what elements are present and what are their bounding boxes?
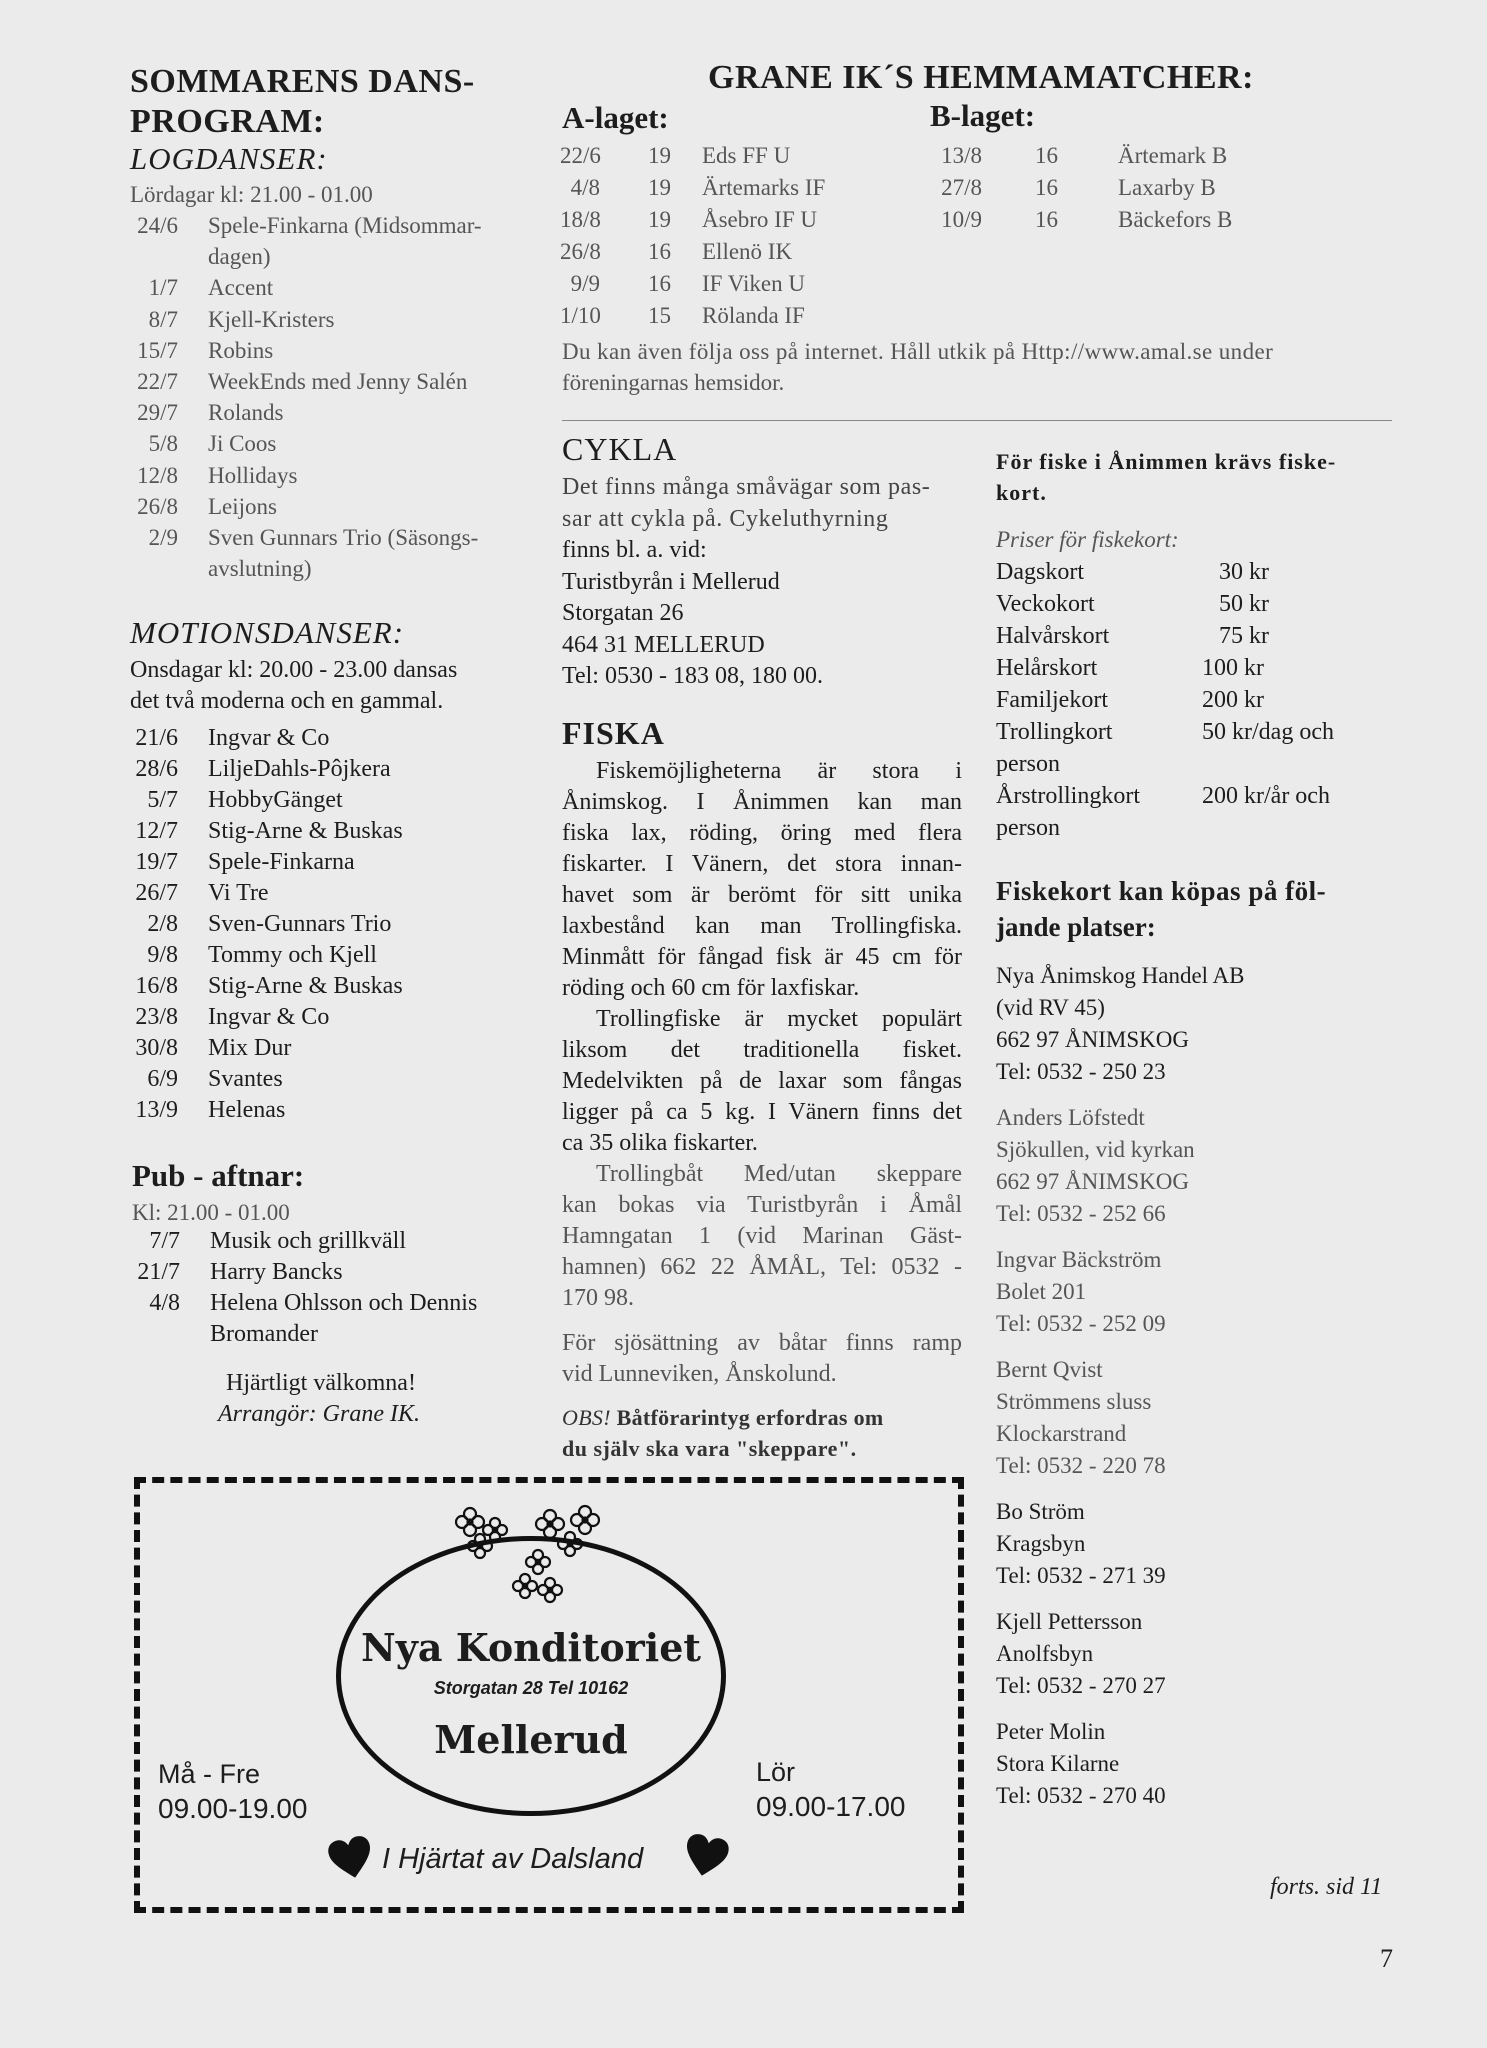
fiska-line: Minmått för fångad fisk är 45 cm för	[562, 944, 962, 970]
list-name: Accent	[208, 275, 274, 301]
match-time: 19	[648, 175, 671, 200]
fiska-line: Hamngatan 1 (vid Marinan Gäst-	[562, 1223, 962, 1249]
match-date: 1/10	[560, 303, 601, 328]
cykla-line: 464 31 MELLERUD	[562, 631, 765, 658]
match-team: Laxarby B	[1118, 175, 1216, 200]
cykla-heading: CYKLA	[562, 431, 678, 467]
list-name-cont: avslutning)	[208, 556, 312, 582]
match-team: Bäckefors B	[1118, 207, 1233, 232]
fiska-line: liksom det traditionella fisket.	[562, 1037, 962, 1063]
heart-icon-right	[679, 1830, 733, 1883]
price-value: 50 kr/dag och	[1202, 719, 1334, 745]
obs-line	[562, 1402, 962, 1433]
list-name: Musik och grillkväll	[210, 1228, 406, 1254]
list-name-cont: Bromander	[210, 1321, 318, 1347]
list-date: 12/7	[135, 818, 178, 844]
price-list	[996, 556, 1396, 856]
fishcard-intro-line2: kort.	[996, 480, 1047, 505]
seller-line: Bernt Qvist	[996, 1357, 1103, 1382]
list-date: 30/8	[135, 1035, 178, 1061]
match-time: 19	[648, 143, 671, 168]
ad-slogan: I Hjärtat av Dalsland	[382, 1843, 644, 1875]
price-name: Veckokort	[996, 591, 1095, 617]
fiska-line: fiska lax, röding, öring med flera	[562, 820, 962, 846]
list-name: HobbyGänget	[208, 787, 343, 813]
seller-line: 662 97 ÅNIMSKOG	[996, 1169, 1189, 1194]
price-value: 30 kr	[1219, 559, 1269, 585]
list-date: 23/8	[135, 1004, 178, 1030]
seller-line: Stora Kilarne	[996, 1751, 1120, 1776]
list-name: Ingvar & Co	[208, 725, 330, 751]
b-team-matches	[920, 140, 1280, 240]
ad-saturday-label: Lör	[756, 1757, 796, 1787]
price-name-cont: person	[996, 815, 1060, 841]
organizer-text: Arrangör: Grane IK.	[218, 1401, 420, 1427]
list-date: 26/8	[137, 493, 178, 519]
seller-line: Tel: 0532 - 271 39	[996, 1563, 1166, 1588]
list-name: WeekEnds med Jenny Salén	[208, 369, 468, 394]
pub-time: Kl: 21.00 - 01.00	[132, 1200, 290, 1225]
fiska-line: Medelvikten på de laxar som fångas	[562, 1068, 962, 1094]
list-name: Harry Bancks	[210, 1259, 343, 1285]
price-value: 50 kr	[1219, 591, 1269, 617]
seller-line: Tel: 0532 - 220 78	[996, 1453, 1166, 1478]
cykla-text	[562, 472, 962, 692]
list-name: Helena Ohlsson och Dennis	[210, 1290, 478, 1316]
motionsdanser-time-1: Onsdagar kl: 20.00 - 23.00 dansas	[130, 657, 458, 683]
list-date: 2/8	[147, 911, 178, 937]
list-name: Svantes	[208, 1066, 283, 1092]
list-date: 29/7	[137, 400, 178, 426]
fiska-line: 170 98.	[562, 1285, 634, 1311]
sellers-list	[996, 960, 1396, 1840]
price-value: 75 kr	[1219, 623, 1269, 649]
list-name: Spele-Finkarna	[208, 849, 355, 875]
match-team: Ärtemark B	[1118, 143, 1228, 168]
match-team: Åsebro IF U	[702, 207, 817, 232]
logdanser-list	[130, 210, 530, 590]
seller-line: Kragsbyn	[996, 1531, 1086, 1556]
seller-line: Peter Molin	[996, 1719, 1106, 1744]
fiska-line: hamnen) 662 22 ÅMÅL, Tel: 0532 -	[562, 1254, 962, 1280]
motionsdanser-heading: MOTIONSDANSER:	[130, 615, 405, 650]
list-name: Hollidays	[208, 462, 298, 488]
continued-note: forts. sid 11	[1270, 1874, 1383, 1900]
fiska-line: ligger på ca 5 kg. I Vänern finns det	[562, 1099, 962, 1125]
cykla-line: sar att cykla på. Cykeluthyrning	[562, 505, 889, 532]
list-date: 24/6	[137, 213, 178, 238]
list-name: Tommy och Kjell	[208, 942, 377, 968]
list-name: Mix Dur	[208, 1035, 292, 1061]
match-time: 16	[1035, 175, 1058, 200]
match-team: Ellenö IK	[702, 239, 793, 264]
ad-weekday-hours: 09.00-19.00	[158, 1793, 308, 1824]
list-name: Vi Tre	[208, 880, 269, 906]
match-date: 27/8	[941, 175, 982, 200]
list-date: 1/7	[148, 275, 178, 301]
match-time: 16	[648, 271, 671, 296]
seller-line: Tel: 0532 - 252 66	[996, 1201, 1166, 1226]
list-name: Sven-Gunnars Trio	[208, 911, 392, 937]
fiska-line: För sjösättning av båtar finns ramp	[562, 1330, 962, 1356]
match-team: Ärtemarks IF	[702, 175, 826, 200]
list-name: Kjell-Kristers	[208, 306, 335, 332]
price-name: Halvårskort	[996, 623, 1110, 649]
seller-line: Bo Ström	[996, 1499, 1085, 1524]
ad-address: Storgatan 28 Tel 10162	[433, 1678, 629, 1698]
list-name: Ingvar & Co	[208, 1004, 330, 1030]
list-name: LiljeDahls-Pôjkera	[208, 756, 391, 782]
match-date: 26/8	[560, 239, 601, 264]
fiska-line: laxbestånd kan man Trollingfiska.	[562, 913, 962, 939]
price-value: 200 kr	[1202, 687, 1264, 713]
ad-town: Mellerud	[434, 1717, 628, 1762]
list-date: 5/7	[147, 787, 178, 813]
list-date: 6/9	[147, 1066, 178, 1092]
heart-icon-left	[324, 1832, 378, 1885]
price-name: Trollingkort	[996, 719, 1113, 745]
list-date: 8/7	[148, 306, 178, 332]
seller-line: 662 97 ÅNIMSKOG	[996, 1027, 1189, 1052]
a-team-heading: A-laget:	[562, 100, 669, 135]
pub-list	[132, 1226, 532, 1356]
list-date: 16/8	[135, 973, 178, 999]
match-time: 16	[648, 239, 671, 264]
seller-line: Tel: 0532 - 250 23	[996, 1059, 1166, 1084]
ad-shop-name: Nya Konditoriet	[361, 1625, 701, 1670]
list-name: Robins	[208, 337, 274, 363]
match-time: 16	[1035, 143, 1058, 168]
seller-line: Anolfsbyn	[996, 1641, 1094, 1666]
list-date: 5/8	[148, 431, 178, 457]
match-date: 13/8	[941, 143, 982, 168]
list-date: 2/9	[148, 525, 178, 550]
list-date: 15/7	[137, 337, 178, 363]
seller-line: Anders Löfstedt	[996, 1105, 1145, 1130]
seller-line: Nya Ånimskog Handel AB	[996, 963, 1245, 988]
ad-weekday-label: Må - Fre	[158, 1759, 261, 1789]
list-name: Sven Gunnars Trio (Säsongs-	[208, 525, 479, 550]
match-date: 10/9	[941, 207, 982, 232]
price-name: Helårskort	[996, 655, 1098, 681]
list-name: Stig-Arne & Buskas	[208, 818, 403, 844]
logdanser-time: Lördagar kl: 21.00 - 01.00	[130, 182, 373, 207]
b-team-heading: B-laget:	[930, 98, 1036, 133]
fiska-line: ca 35 olika fiskarter.	[562, 1130, 758, 1156]
seller-line: Sjökullen, vid kyrkan	[996, 1137, 1195, 1162]
section-divider	[562, 420, 1392, 421]
cykla-line: finns bl. a. vid:	[562, 537, 707, 563]
fishcard-intro-line1: För fiske i Ånimmen krävs fiske-	[996, 449, 1337, 474]
list-date: 13/9	[135, 1097, 178, 1123]
seller-line: Klockarstrand	[996, 1421, 1127, 1446]
list-name: Helenas	[208, 1097, 286, 1123]
match-time: 15	[648, 303, 671, 328]
list-name: Rolands	[208, 400, 284, 426]
match-date: 22/6	[560, 143, 601, 168]
buy-heading-1: Fiskekort kan köpas på föl-	[996, 876, 1327, 906]
grane-note-2: föreningarnas hemsidor.	[562, 370, 785, 395]
logdanser-heading: LOGDANSER:	[130, 141, 328, 176]
list-name: Stig-Arne & Buskas	[208, 973, 403, 999]
match-date: 4/8	[570, 175, 600, 200]
match-team: Eds FF U	[702, 143, 791, 168]
match-time: 16	[1035, 207, 1058, 232]
list-date: 4/8	[149, 1290, 180, 1316]
obs-line-2: du själv ska vara "skeppare".	[562, 1436, 857, 1461]
obs-label: OBS!	[562, 1405, 611, 1430]
list-date: 28/6	[135, 756, 178, 782]
seller-line: Kjell Pettersson	[996, 1609, 1143, 1634]
list-name: Leijons	[208, 493, 277, 519]
match-time: 19	[648, 207, 671, 232]
prices-heading: Priser för fiskekort:	[996, 527, 1179, 552]
flower-icon	[440, 1500, 640, 1610]
list-date: 21/6	[135, 725, 178, 751]
page-number: 7	[1380, 1944, 1393, 1973]
fiska-line: Trollingfiske är mycket populärt	[596, 1006, 962, 1032]
dance-title-line1: SOMMARENS DANS-	[130, 63, 475, 100]
fiska-line: Fiskemöjligheterna är stora i	[596, 758, 962, 784]
price-name: Dagskort	[996, 559, 1084, 585]
match-date: 18/8	[560, 207, 601, 232]
fiska-line: fiskarter. I Vänern, det stora innan-	[562, 851, 962, 877]
welcome-text: Hjärtligt välkomna!	[226, 1370, 416, 1396]
list-date: 9/8	[147, 942, 178, 968]
list-date: 21/7	[137, 1259, 180, 1285]
cykla-line: Storgatan 26	[562, 600, 684, 626]
list-date: 26/7	[135, 880, 178, 906]
seller-line: Bolet 201	[996, 1279, 1087, 1304]
grane-note-1: Du kan även följa oss på internet. Håll utkik på Http://www.amal.se under	[562, 339, 1274, 364]
list-date: 12/8	[137, 462, 178, 488]
price-value: 100 kr	[1202, 655, 1264, 681]
pub-heading: Pub - aftnar:	[132, 1158, 305, 1193]
fiska-line: kan bokas via Turistbyrån i Åmål	[562, 1192, 962, 1218]
cykla-line: Turistbyrån i Mellerud	[562, 568, 780, 595]
ad-saturday-hours: 09.00-17.00	[756, 1791, 906, 1822]
seller-line: Tel: 0532 - 270 40	[996, 1783, 1166, 1808]
seller-line: Strömmens sluss	[996, 1389, 1152, 1414]
motionsdanser-time-2: det två moderna och en gammal.	[130, 688, 444, 714]
list-date: 7/7	[149, 1228, 180, 1254]
list-name: Ji Coos	[208, 431, 277, 457]
grane-title: GRANE IK´S HEMMAMATCHER:	[708, 59, 1254, 96]
price-name: Familjekort	[996, 687, 1108, 713]
match-date: 9/9	[570, 271, 600, 296]
price-name-cont: person	[996, 751, 1060, 777]
seller-line: (vid RV 45)	[996, 995, 1105, 1020]
fiska-heading: FISKA	[562, 715, 665, 751]
seller-line: Tel: 0532 - 270 27	[996, 1673, 1166, 1698]
obs-text: Båtförarintyg erfordras om	[610, 1405, 884, 1430]
seller-line: Ingvar Bäckström	[996, 1247, 1162, 1272]
list-name: Spele-Finkarna (Midsommar-	[208, 213, 482, 238]
list-date: 19/7	[135, 849, 178, 875]
match-team: Rölanda IF	[702, 303, 805, 328]
fiska-line: vid Lunneviken, Ånskolund.	[562, 1361, 837, 1387]
match-team: IF Viken U	[702, 271, 805, 296]
fiska-text	[562, 756, 962, 1461]
price-value: 200 kr/år och	[1202, 783, 1330, 809]
fiska-line: havet som är berömt för sitt unika	[562, 882, 962, 908]
a-team-matches	[560, 140, 890, 340]
list-date: 22/7	[137, 369, 178, 394]
fiska-line: Trollingbåt Med/utan skeppare	[596, 1161, 962, 1187]
dance-title-line2: PROGRAM:	[130, 103, 325, 140]
fiska-line: röding och 60 cm för laxfiskar.	[562, 975, 860, 1001]
fiska-line: Ånimskog. I Ånimmen kan man	[562, 789, 962, 815]
price-name: Årstrollingkort	[996, 783, 1140, 809]
fishcard-intro	[996, 446, 1396, 508]
buy-heading-2: jande platser:	[996, 912, 1156, 942]
list-name-cont: dagen)	[208, 244, 271, 270]
cykla-line: Det finns många småvägar som pas-	[562, 474, 931, 500]
motionsdanser-list	[130, 723, 530, 1133]
seller-line: Tel: 0532 - 252 09	[996, 1311, 1166, 1336]
cykla-line: Tel: 0530 - 183 08, 180 00.	[562, 663, 823, 689]
